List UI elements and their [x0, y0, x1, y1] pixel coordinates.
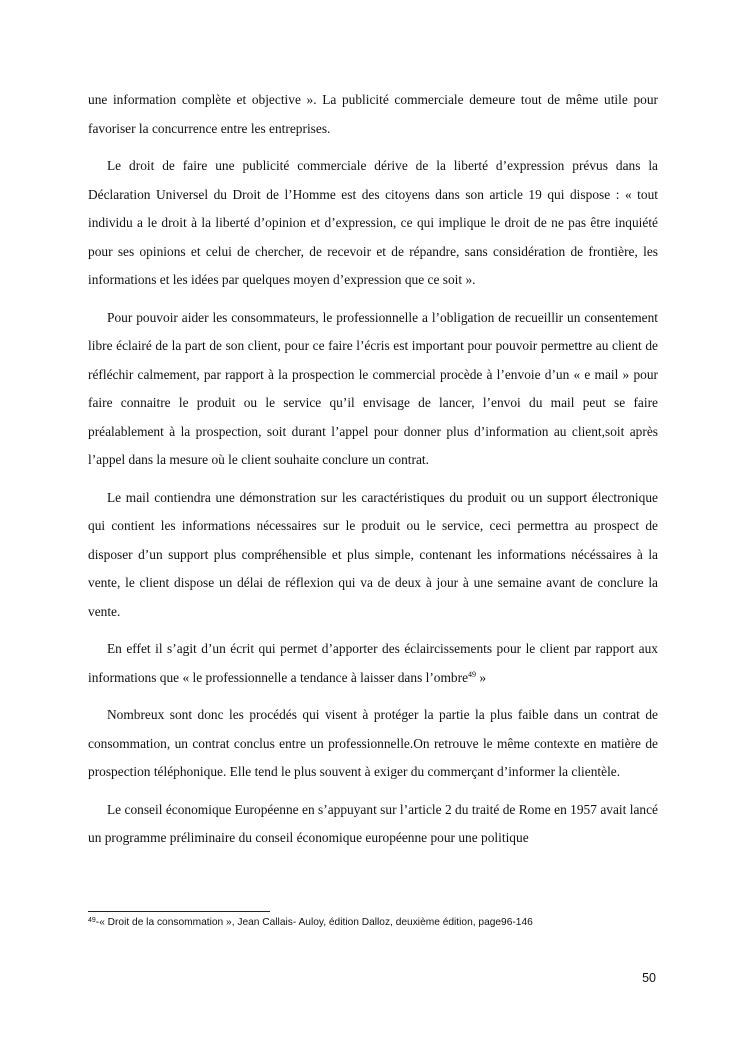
paragraph-2: Le droit de faire une publicité commerciale dérive de la liberté d’expression prévus dans la Déclaration Universel du Droit de l’Homme est des citoyens dans son article 19 qui dispose : « tout individu a le droit à la liberté d’opinion et d’expression, ce qui implique le droit de ne pas être inquiété pour ses opinions et celui de chercher, de recevoir et de répandre, sans considération de frontière, les informations et les idées par quelques moyen d’expression que ce soit ». — [88, 158, 658, 287]
paragraph-1: une information complète et objective ». La publicité commerciale demeure tout de même utile pour favoriser la concurrence entre les entreprises. — [88, 92, 658, 136]
paragraph-4: Le mail contiendra une démonstration sur les caractéristiques du produit ou un support électronique qui contient les informations nécessaires sur le produit ou le service, ceci permettra au prospect de disposer d’un support plus compréhensible et plus simple, contenant les informations nécéssaires à la vente, le client dispose un délai de réflexion qui va de deux à jour à une semaine avant de conclure la vente. — [88, 489, 658, 619]
paragraph-5 — [88, 635, 658, 692]
footnote-text: -« Droit de la consommation », Jean Callais- Auloy, édition Dalloz, deuxième édition, page96-146 — [95, 917, 533, 928]
paragraph-6: Nombreux sont donc les procédés qui visent à protéger la partie la plus faible dans un contrat de consommation, un contrat conclus entre un professionnelle.On retrouve le même contexte en matière de prospection téléphonique. Elle tend le plus souvent à exiger du commerçant d’informer la clientèle. — [88, 707, 658, 779]
paragraph-5-end: » — [476, 669, 487, 685]
paragraph-7: Le conseil économique Européenne en s’appuyant sur l’article 2 du traité de Rome en 1957 avait lancé un programme préliminaire du conseil économique européenne pour une politique — [88, 801, 658, 845]
footnote — [88, 917, 658, 928]
footnote-number: 49 — [88, 917, 96, 924]
footnote-reference: 49 — [468, 669, 477, 679]
page-body — [88, 86, 658, 862]
paragraph-5-text: En effet il s’agit d’un écrit qui permet d’apporter des éclaircissements pour le client par rapport aux informations que « le professionnelle a tendance à laisser dans l’ombre — [88, 641, 658, 685]
footnote-separator — [88, 911, 270, 912]
page-number: 50 — [642, 971, 656, 985]
paragraph-3: Pour pouvoir aider les consommateurs, le professionnelle a l’obligation de recueillir un consentement libre éclairé de la part de son client, pour ce faire l’écris est important pour pouvoir permettre au client de réfléchir calmement, par rapport à la prospection le commercial procède à l’envoie d’un « e mail » pour faire connaitre le produit ou le service qu’il envisage de lancer, l’envoi du mail peut se faire préalablement à la prospection, soit durant l’appel pour donner plus d’information au client,soit après l’appel dans la mesure où le client souhaite conclure un contrat. — [88, 309, 658, 467]
